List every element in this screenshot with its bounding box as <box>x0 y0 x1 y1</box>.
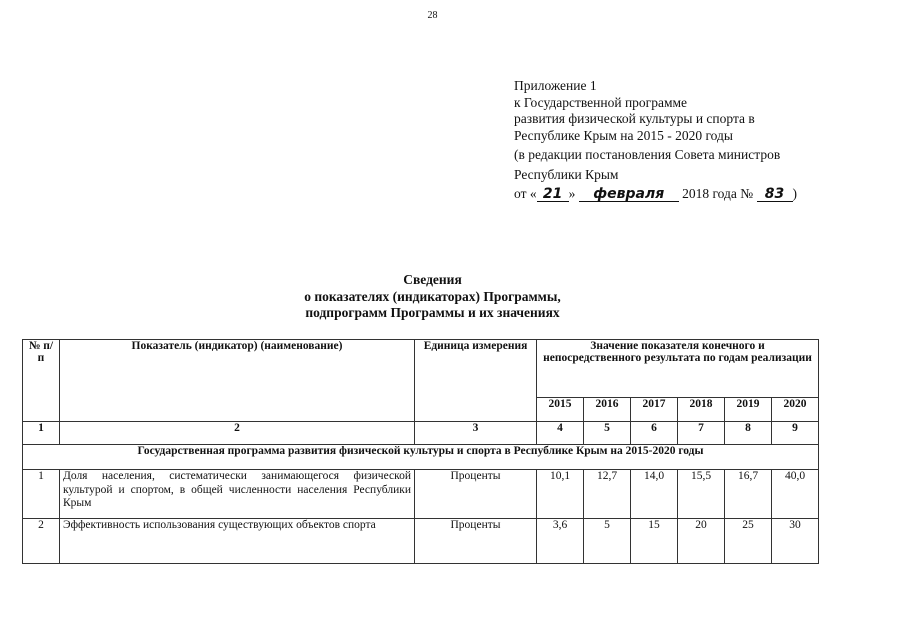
column-number: 7 <box>678 422 725 445</box>
appendix-date-line <box>514 186 797 203</box>
handwritten-number: 83 <box>757 187 793 202</box>
row-value: 16,7 <box>725 470 772 519</box>
header-num: № п/п <box>23 340 60 422</box>
row-indicator: Доля населения, систематически занимающегося физической культурой и спортом, в общей численности населения Республики Крым <box>60 470 415 519</box>
heading-title: Сведения <box>403 272 462 287</box>
row-value: 5 <box>584 519 631 564</box>
handwritten-day: 21 <box>537 187 569 202</box>
heading-subtitle: подпрограмм Программы и их значениях <box>305 305 560 320</box>
header-values: Значение показателя конечного и непосредственного результата по годам реализации <box>537 340 819 398</box>
column-number: 9 <box>772 422 819 445</box>
appendix-line: развития физической культуры и спорта в <box>514 111 755 126</box>
row-num: 1 <box>23 470 60 519</box>
date-suffix: ) <box>792 186 798 201</box>
column-number: 1 <box>23 422 60 445</box>
header-year: 2019 <box>725 398 772 422</box>
header-year: 2018 <box>678 398 725 422</box>
column-number: 3 <box>415 422 537 445</box>
header-year: 2017 <box>631 398 678 422</box>
appendix-line: Приложение 1 <box>514 78 597 93</box>
row-value: 40,0 <box>772 470 819 519</box>
row-value: 25 <box>725 519 772 564</box>
row-value: 12,7 <box>584 470 631 519</box>
date-year: 2018 года № <box>682 186 754 201</box>
appendix-line: (в редакции постановления Совета министров <box>514 147 781 162</box>
row-value: 15,5 <box>678 470 725 519</box>
row-value: 3,6 <box>537 519 584 564</box>
row-indicator: Эффективность использования существующих объектов спорта <box>60 519 415 564</box>
row-value: 10,1 <box>537 470 584 519</box>
header-indicator: Показатель (индикатор) (наименование) <box>60 340 415 422</box>
header-year: 2015 <box>537 398 584 422</box>
row-num: 2 <box>23 519 60 564</box>
date-prefix: от « <box>514 186 537 201</box>
table-row <box>23 519 819 564</box>
row-value: 14,0 <box>631 470 678 519</box>
header-year: 2020 <box>772 398 819 422</box>
section-title: Государственная программа развития физической культуры и спорта в Республике Крым на 2015-2020 годы <box>23 445 819 470</box>
column-number: 4 <box>537 422 584 445</box>
row-unit: Проценты <box>415 470 537 519</box>
page-number: 28 <box>427 10 438 21</box>
section-row <box>23 445 819 470</box>
column-number: 8 <box>725 422 772 445</box>
handwritten-month: февраля <box>579 187 679 202</box>
date-mid: » <box>568 186 576 201</box>
column-number: 2 <box>60 422 415 445</box>
appendix-line: к Государственной программе <box>514 94 688 110</box>
row-unit: Проценты <box>415 519 537 564</box>
row-value: 15 <box>631 519 678 564</box>
indicators-table <box>22 339 819 564</box>
column-number: 6 <box>631 422 678 445</box>
header-year: 2016 <box>584 398 631 422</box>
table-header-row <box>23 340 819 398</box>
header-unit: Единица измерения <box>415 340 537 422</box>
appendix-block <box>514 78 797 203</box>
row-value: 30 <box>772 519 819 564</box>
heading-subtitle: о показателях (индикаторах) Программы, <box>304 289 561 304</box>
appendix-line: Республике Крым на 2015 - 2020 годы <box>514 127 733 143</box>
row-value: 20 <box>678 519 725 564</box>
appendix-line: Республики Крым <box>514 166 619 182</box>
table-row <box>23 470 819 519</box>
column-number: 5 <box>584 422 631 445</box>
column-number-row <box>23 422 819 445</box>
